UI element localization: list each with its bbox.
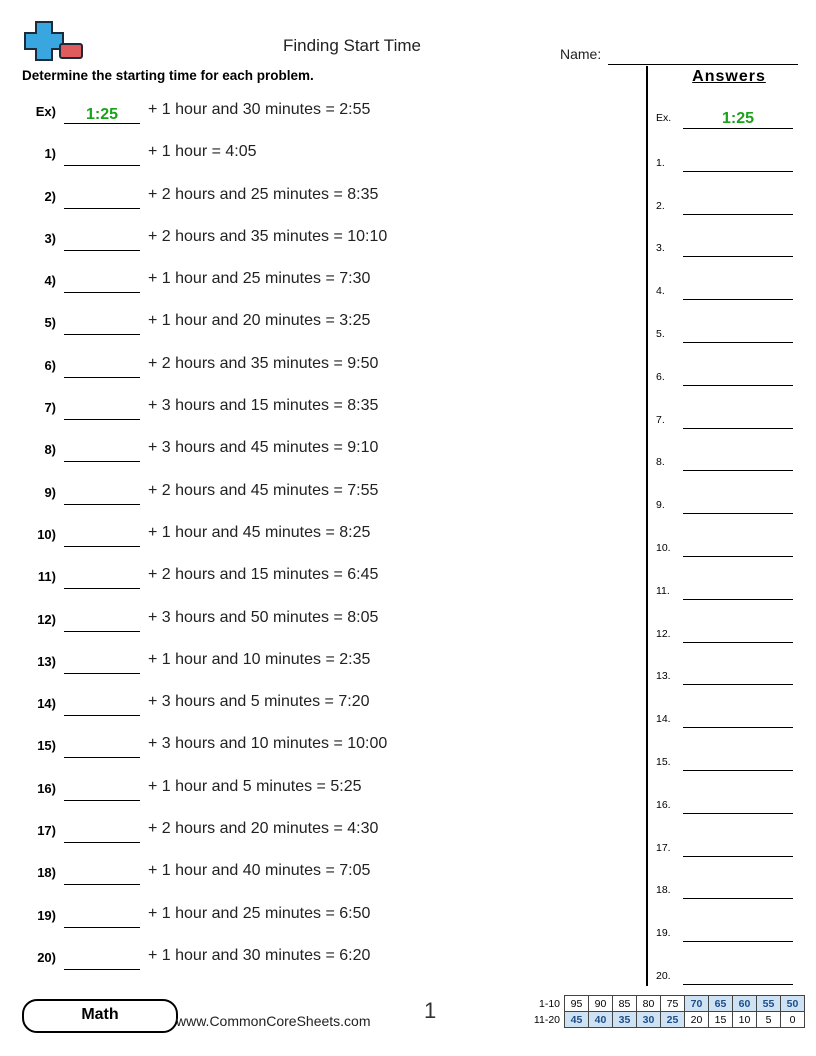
answer-row xyxy=(654,699,804,742)
problem-answer-blank[interactable] xyxy=(64,233,140,251)
score-cell: 15 xyxy=(709,1012,733,1028)
score-cell: 90 xyxy=(589,996,613,1012)
problem-number: 17) xyxy=(37,823,56,839)
problem-answer-blank[interactable] xyxy=(64,571,140,589)
problem-row xyxy=(22,265,632,307)
answer-row xyxy=(654,442,804,485)
answer-row xyxy=(654,614,804,657)
problem-answer-blank[interactable] xyxy=(64,402,140,420)
score-cell: 55 xyxy=(757,996,781,1012)
problem-row xyxy=(22,857,632,899)
problem-answer-blank[interactable] xyxy=(64,910,140,928)
answer-number: 9. xyxy=(656,499,665,512)
score-row-label: 11-20 xyxy=(533,1013,560,1026)
answer-row xyxy=(654,956,804,999)
problem-answer-blank[interactable] xyxy=(64,740,140,758)
problem-text: + 1 hour and 30 minutes = 6:20 xyxy=(148,946,371,964)
problem-number: 19) xyxy=(37,907,56,923)
answer-blank[interactable] xyxy=(683,795,793,814)
answer-number: 18. xyxy=(656,884,671,897)
problem-text: + 1 hour and 20 minutes = 3:25 xyxy=(148,312,371,330)
problem-text: + 3 hours and 15 minutes = 8:35 xyxy=(148,397,379,415)
score-cell: 70 xyxy=(685,996,709,1012)
answer-blank[interactable] xyxy=(683,538,793,557)
answer-number: 5. xyxy=(656,327,665,340)
column-divider xyxy=(646,66,648,986)
answer-blank[interactable] xyxy=(683,752,793,771)
problem-number: 10) xyxy=(37,526,56,542)
problem-row xyxy=(22,96,632,138)
problem-row xyxy=(22,392,632,434)
problem-text: + 3 hours and 10 minutes = 10:00 xyxy=(148,735,388,753)
answer-row xyxy=(654,913,804,956)
problem-text: + 3 hours and 50 minutes = 8:05 xyxy=(148,608,379,626)
answer-blank[interactable] xyxy=(683,238,793,257)
score-cell: 65 xyxy=(709,996,733,1012)
problem-row xyxy=(22,477,632,519)
answer-blank[interactable]: 1:25 xyxy=(683,110,793,129)
answer-number: Ex. xyxy=(656,112,672,124)
answer-row xyxy=(654,271,804,314)
problem-row xyxy=(22,646,632,688)
problem-number: 18) xyxy=(37,865,56,881)
answer-number: 7. xyxy=(656,413,665,426)
answer-number: 1. xyxy=(656,156,665,169)
problem-number: 1) xyxy=(44,146,56,162)
score-cell: 60 xyxy=(733,996,757,1012)
math-plus-logo-icon xyxy=(22,20,84,64)
problem-text: + 3 hours and 45 minutes = 9:10 xyxy=(148,439,379,457)
answer-row xyxy=(654,571,804,614)
answer-blank[interactable] xyxy=(683,153,793,172)
problem-answer-blank[interactable] xyxy=(64,529,140,547)
problem-text: + 1 hour and 30 minutes = 2:55 xyxy=(148,101,371,118)
problem-number: 13) xyxy=(37,653,56,669)
page-number: 1 xyxy=(424,998,437,1023)
problem-row xyxy=(22,138,632,180)
page-header xyxy=(22,20,794,66)
problem-answer-blank[interactable] xyxy=(64,614,140,632)
score-cell: 95 xyxy=(565,996,589,1012)
answer-blank[interactable] xyxy=(683,838,793,857)
brand-badge: Math xyxy=(22,999,178,1033)
problem-answer-blank[interactable] xyxy=(64,317,140,335)
problem-answer-blank[interactable] xyxy=(64,444,140,462)
problem-text: + 1 hour and 25 minutes = 6:50 xyxy=(148,904,371,922)
problem-number: 11) xyxy=(37,569,56,585)
answer-row xyxy=(654,742,804,785)
answer-number: 17. xyxy=(656,841,671,854)
problem-list xyxy=(22,96,632,984)
score-row xyxy=(527,996,805,1012)
answer-row xyxy=(654,528,804,571)
answer-number: 12. xyxy=(656,627,671,640)
answer-number: 14. xyxy=(656,713,671,726)
problem-number: Ex) xyxy=(35,104,56,119)
score-cell: 0 xyxy=(781,1012,805,1028)
problem-number: 12) xyxy=(37,611,56,627)
problem-row xyxy=(22,561,632,603)
problem-number: 4) xyxy=(44,273,56,289)
problem-text: + 1 hour = 4:05 xyxy=(148,143,257,161)
score-cell: 85 xyxy=(613,996,637,1012)
answer-number: 2. xyxy=(656,199,665,212)
problem-answer-blank[interactable] xyxy=(64,191,140,209)
problem-answer-blank[interactable] xyxy=(64,487,140,505)
score-row xyxy=(527,1012,805,1028)
score-cell: 75 xyxy=(661,996,685,1012)
answer-number: 6. xyxy=(656,370,665,383)
problem-number: 15) xyxy=(37,738,56,754)
answer-blank[interactable] xyxy=(683,923,793,942)
problem-row xyxy=(22,307,632,349)
score-cell: 50 xyxy=(781,996,805,1012)
answer-number: 11. xyxy=(656,584,670,597)
answer-row xyxy=(654,485,804,528)
problem-answer-blank[interactable] xyxy=(64,867,140,885)
problem-text: + 1 hour and 5 minutes = 5:25 xyxy=(148,777,362,795)
problem-number: 9) xyxy=(44,484,56,500)
problem-row xyxy=(22,350,632,392)
problem-number: 14) xyxy=(37,696,56,712)
answer-column xyxy=(654,66,804,982)
problem-row xyxy=(22,773,632,815)
answer-number: 15. xyxy=(656,755,671,768)
answer-number: 8. xyxy=(656,456,665,469)
problem-text: + 1 hour and 40 minutes = 7:05 xyxy=(148,862,371,880)
answer-row xyxy=(654,785,804,828)
problem-answer-blank[interactable] xyxy=(64,698,140,716)
score-cell: 40 xyxy=(589,1012,613,1028)
answer-blank[interactable] xyxy=(683,410,793,429)
answer-blank[interactable] xyxy=(683,666,793,685)
problem-row xyxy=(22,815,632,857)
answer-list xyxy=(654,100,804,999)
problem-answer-blank[interactable] xyxy=(64,360,140,378)
problem-answer-blank[interactable] xyxy=(64,825,140,843)
answer-number: 3. xyxy=(656,242,665,255)
score-cell: 25 xyxy=(661,1012,685,1028)
problem-text: + 2 hours and 20 minutes = 4:30 xyxy=(148,820,379,838)
answer-number: 10. xyxy=(656,541,671,554)
answer-blank[interactable] xyxy=(683,880,793,899)
score-cell: 20 xyxy=(685,1012,709,1028)
problem-number: 6) xyxy=(44,357,56,373)
problem-number: 8) xyxy=(44,442,56,458)
problem-row xyxy=(22,223,632,265)
answer-row xyxy=(654,143,804,186)
problem-answer-blank[interactable]: 1:25 xyxy=(64,106,140,124)
score-table xyxy=(527,995,805,1028)
answer-row xyxy=(654,186,804,229)
answer-blank[interactable] xyxy=(683,581,793,600)
problem-text: + 1 hour and 25 minutes = 7:30 xyxy=(148,270,371,288)
problem-number: 20) xyxy=(37,949,56,965)
score-cell: 45 xyxy=(565,1012,589,1028)
answer-blank[interactable] xyxy=(683,196,793,215)
problem-number: 5) xyxy=(44,315,56,331)
site-url[interactable]: www.CommonCoreSheets.com xyxy=(176,1013,371,1029)
answer-row xyxy=(654,870,804,913)
problem-row xyxy=(22,688,632,730)
answer-blank[interactable] xyxy=(683,281,793,300)
problem-text: + 2 hours and 35 minutes = 9:50 xyxy=(148,354,379,372)
problem-row xyxy=(22,519,632,561)
problem-text: + 2 hours and 35 minutes = 10:10 xyxy=(148,227,388,245)
answer-row xyxy=(654,100,804,143)
answer-row xyxy=(654,828,804,871)
problem-answer-blank[interactable] xyxy=(64,952,140,970)
problem-row xyxy=(22,942,632,984)
answer-blank[interactable] xyxy=(683,367,793,386)
problem-answer-blank[interactable] xyxy=(64,275,140,293)
answer-number: 19. xyxy=(656,927,671,940)
problem-text: + 2 hours and 45 minutes = 7:55 xyxy=(148,481,379,499)
answer-blank[interactable] xyxy=(683,709,793,728)
problem-number: 7) xyxy=(44,400,56,416)
score-cell: 10 xyxy=(733,1012,757,1028)
answer-row xyxy=(654,228,804,271)
problem-text: + 2 hours and 25 minutes = 8:35 xyxy=(148,185,379,203)
answer-blank[interactable] xyxy=(683,495,793,514)
answer-number: 20. xyxy=(656,969,671,982)
problem-text: + 1 hour and 45 minutes = 8:25 xyxy=(148,523,371,541)
score-cell: 30 xyxy=(637,1012,661,1028)
score-cell: 80 xyxy=(637,996,661,1012)
problem-text: + 2 hours and 15 minutes = 6:45 xyxy=(148,566,379,584)
answer-row xyxy=(654,357,804,400)
score-cell: 35 xyxy=(613,1012,637,1028)
answers-heading: Answers xyxy=(692,68,766,85)
answer-blank[interactable] xyxy=(683,966,793,985)
name-input-line[interactable] xyxy=(608,64,798,65)
problem-row xyxy=(22,604,632,646)
problem-row xyxy=(22,181,632,223)
problem-row xyxy=(22,434,632,476)
page-title: Finding Start Time xyxy=(283,36,421,55)
problem-row xyxy=(22,730,632,772)
problem-number: 2) xyxy=(44,188,56,204)
answer-row xyxy=(654,656,804,699)
answer-number: 13. xyxy=(656,670,671,683)
directions-text: Determine the starting time for each problem. xyxy=(22,68,314,83)
name-label: Name: xyxy=(560,46,602,62)
problem-number: 16) xyxy=(37,780,56,796)
problem-text: + 1 hour and 10 minutes = 2:35 xyxy=(148,650,371,668)
answer-number: 16. xyxy=(656,798,671,811)
answer-row xyxy=(654,400,804,443)
score-row-label: 1-10 xyxy=(538,997,560,1010)
answer-number: 4. xyxy=(656,285,665,298)
score-cell: 5 xyxy=(757,1012,781,1028)
answer-row xyxy=(654,314,804,357)
answer-blank[interactable] xyxy=(683,624,793,643)
problem-answer-blank[interactable] xyxy=(64,783,140,801)
problem-text: + 3 hours and 5 minutes = 7:20 xyxy=(148,693,370,711)
problem-row xyxy=(22,900,632,942)
problem-answer-blank[interactable] xyxy=(64,148,140,166)
answer-blank[interactable] xyxy=(683,324,793,343)
answer-blank[interactable] xyxy=(683,452,793,471)
problem-number: 3) xyxy=(44,230,56,246)
problem-answer-blank[interactable] xyxy=(64,656,140,674)
